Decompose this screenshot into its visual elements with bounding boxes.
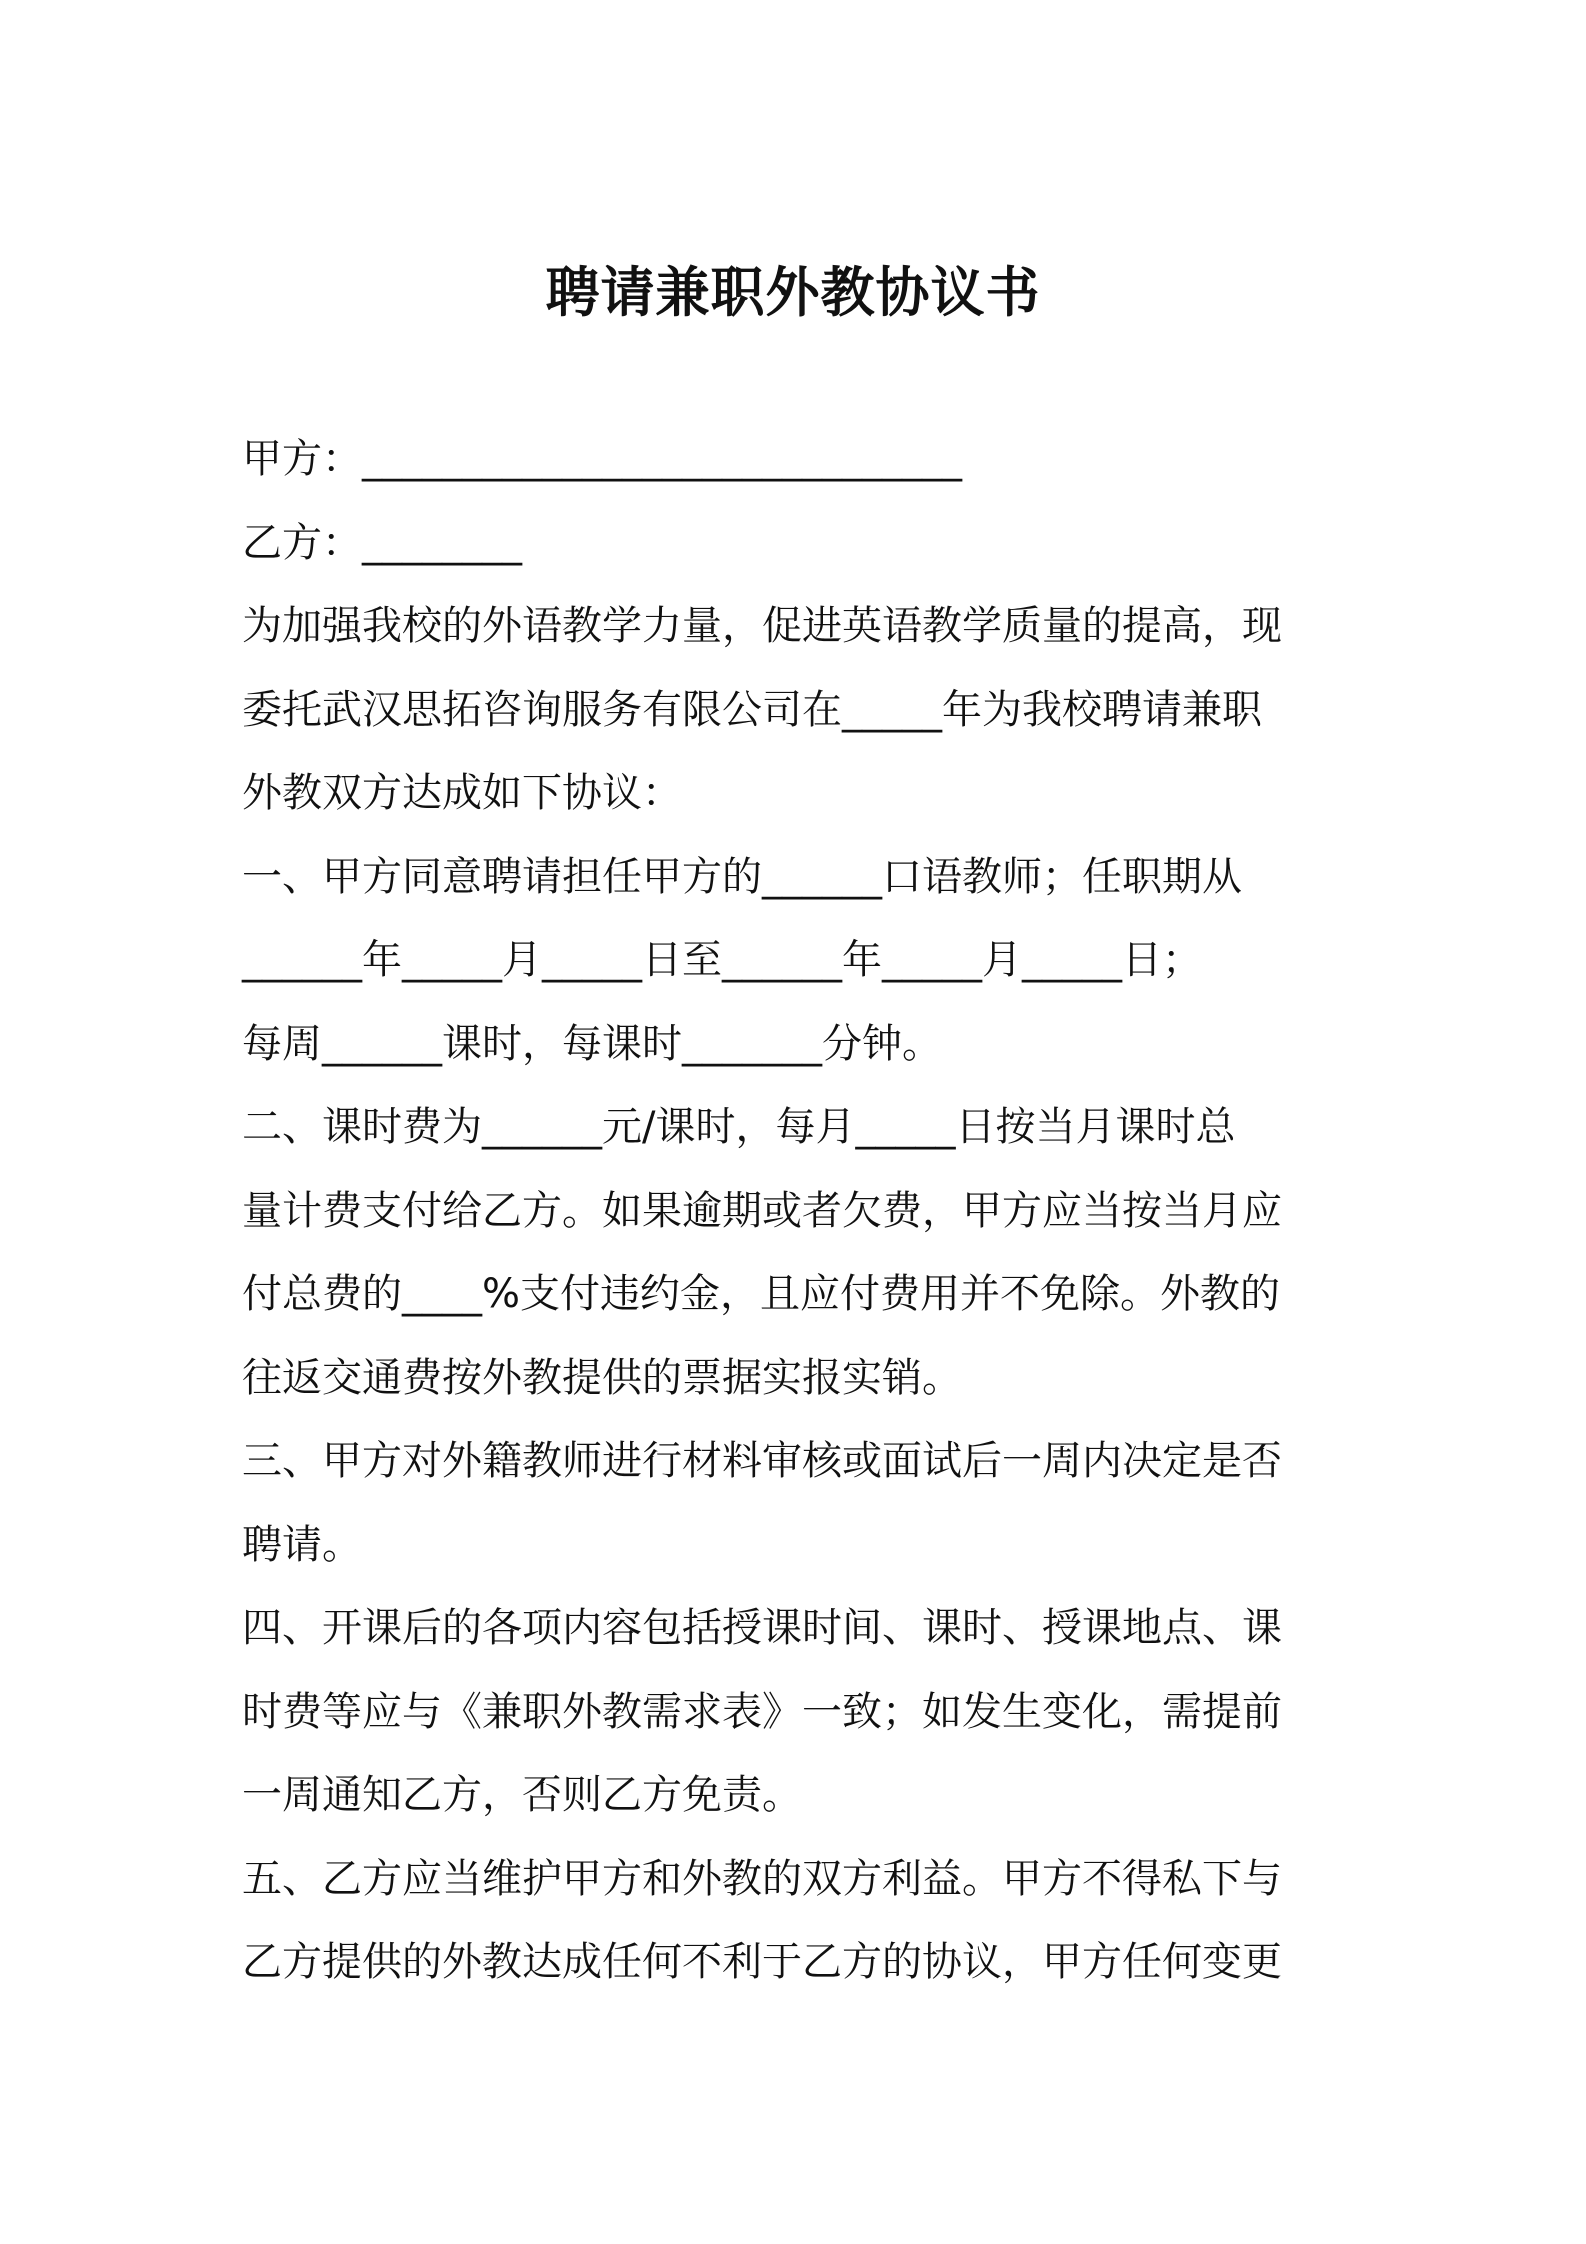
document-body (242, 418, 1362, 2005)
clause-1-line-3: 每周______课时，每课时_______分钟。 (242, 1020, 942, 1067)
clause-2-line-2: 量计费支付给乙方。如果逾期或者欠费，甲方应当按当月应 (242, 1187, 1282, 1234)
clause-1-line-2: ______年_____月_____日至______年_____月_____日； (242, 937, 1202, 983)
clause-5-line-2: 乙方提供的外教达成任何不利于乙方的协议，甲方任何变更 (242, 1939, 1282, 1985)
intro-line-3: 外教双方达成如下协议： (242, 770, 682, 816)
clause-4-line-1: 四、开课后的各项内容包括授课时间、课时、授课地点、课 (242, 1605, 1282, 1651)
intro-line-1: 为加强我校的外语教学力量，促进英语教学质量的提高，现 (242, 603, 1282, 649)
document-title: 聘请兼职外教协议书 (545, 261, 1041, 324)
party-b-line: 乙方：________ (242, 519, 522, 566)
clause-4-line-3: 一周通知乙方，否则乙方免责。 (242, 1772, 802, 1818)
clause-2-line-4: 往返交通费按外教提供的票据实报实销。 (242, 1354, 962, 1401)
clause-3-line-2: 聘请。 (242, 1521, 362, 1568)
clause-5-line-1: 五、乙方应当维护甲方和外教的双方利益。甲方不得私下与 (242, 1855, 1282, 1902)
clause-3-line-1: 三、甲方对外籍教师进行材料审核或面试后一周内决定是否 (242, 1438, 1282, 1484)
clause-1-line-1: 一、甲方同意聘请担任甲方的______口语教师；任职期从 (242, 853, 1242, 900)
clause-4-line-2: 时费等应与《兼职外教需求表》一致；如发生变化，需提前 (242, 1688, 1282, 1735)
intro-line-2: 委托武汉思拓咨询服务有限公司在_____年为我校聘请兼职 (242, 686, 1262, 733)
clause-2-line-3: 付总费的____%支付违约金，且应付费用并不免除。外教的 (242, 1271, 1281, 1317)
party-a-line: 甲方：______________________________ (242, 436, 962, 482)
clause-2-line-1: 二、课时费为______元/课时，每月_____日按当月课时总 (242, 1104, 1236, 1150)
